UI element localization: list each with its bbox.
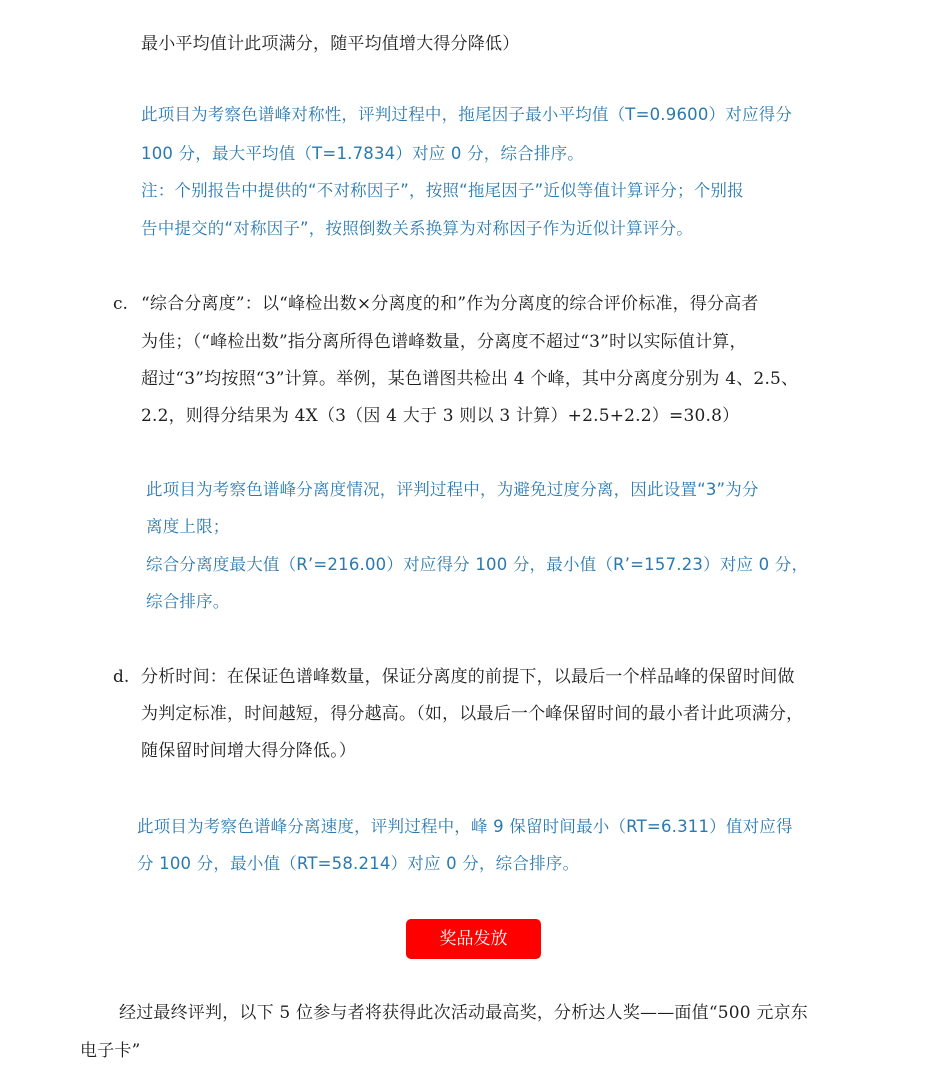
note-line: 100 分，最大平均值（T=1.7834）对应 0 分，综合排序。 xyxy=(141,144,584,163)
note-line: 此项目为考察色谱峰分离速度，评判过程中，峰 9 保留时间最小（RT=6.311）值对应得 xyxy=(137,817,793,836)
note-line: 分 100 分，最小值（RT=58.214）对应 0 分，综合排序。 xyxy=(137,854,580,873)
note-line: 综合分离度最大值（R’=216.00）对应得分 100 分，最小值（R’=157.23）对应 0 分， xyxy=(146,555,809,574)
list-marker: c. xyxy=(113,294,128,314)
paragraph-line: 经过最终评判，以下 5 位参与者将获得此次活动最高奖，分析达人奖——面值“500 元京东 xyxy=(119,1003,808,1023)
note-line: 离度上限； xyxy=(146,517,230,536)
section-line: 超过“3”均按照“3”计算。举例，某色谱图共检出 4 个峰，其中分离度分别为 4、2.5、 xyxy=(141,369,799,389)
section-line: 随保留时间增大得分降低。） xyxy=(141,741,357,761)
section-line: 2.2，则得分结果为 4X（3（因 4 大于 3 则以 3 计算）+2.5+2.2）=30.8） xyxy=(141,406,740,426)
section-line: 为判定标准，时间越短，得分越高。（如，以最后一个峰保留时间的最小者计此项满分， xyxy=(141,704,804,724)
note-line: 注：个别报告中提供的“不对称因子”，按照“拖尾因子”近似等值计算评分；个别报 xyxy=(141,181,744,200)
award-distribution-button[interactable]: 奖品发放 xyxy=(406,919,541,959)
paragraph-continuation: 最小平均值计此项满分，随平均值增大得分降低） xyxy=(141,34,520,54)
list-marker: d. xyxy=(113,667,130,687)
note-line: 告中提交的“对称因子”，按照倒数关系换算为对称因子作为近似计算评分。 xyxy=(141,219,693,238)
section-line: 为佳；（“峰检出数”指分离所得色谱峰数量，分离度不超过“3”时以实际值计算， xyxy=(141,332,747,352)
note-line: 综合排序。 xyxy=(146,592,230,611)
section-line: 分析时间：在保证色谱峰数量，保证分离度的前提下，以最后一个样品峰的保留时间做 xyxy=(141,667,795,687)
note-line: 此项目为考察色谱峰对称性，评判过程中，拖尾因子最小平均值（T=0.9600）对应得分 xyxy=(141,105,793,124)
note-line: 此项目为考察色谱峰分离度情况，评判过程中，为避免过度分离，因此设置“3”为分 xyxy=(146,480,759,499)
paragraph-line: 电子卡” xyxy=(80,1041,141,1061)
section-line: “综合分离度”：以“峰检出数×分离度的和”作为分离度的综合评价标准，得分高者 xyxy=(141,294,759,314)
